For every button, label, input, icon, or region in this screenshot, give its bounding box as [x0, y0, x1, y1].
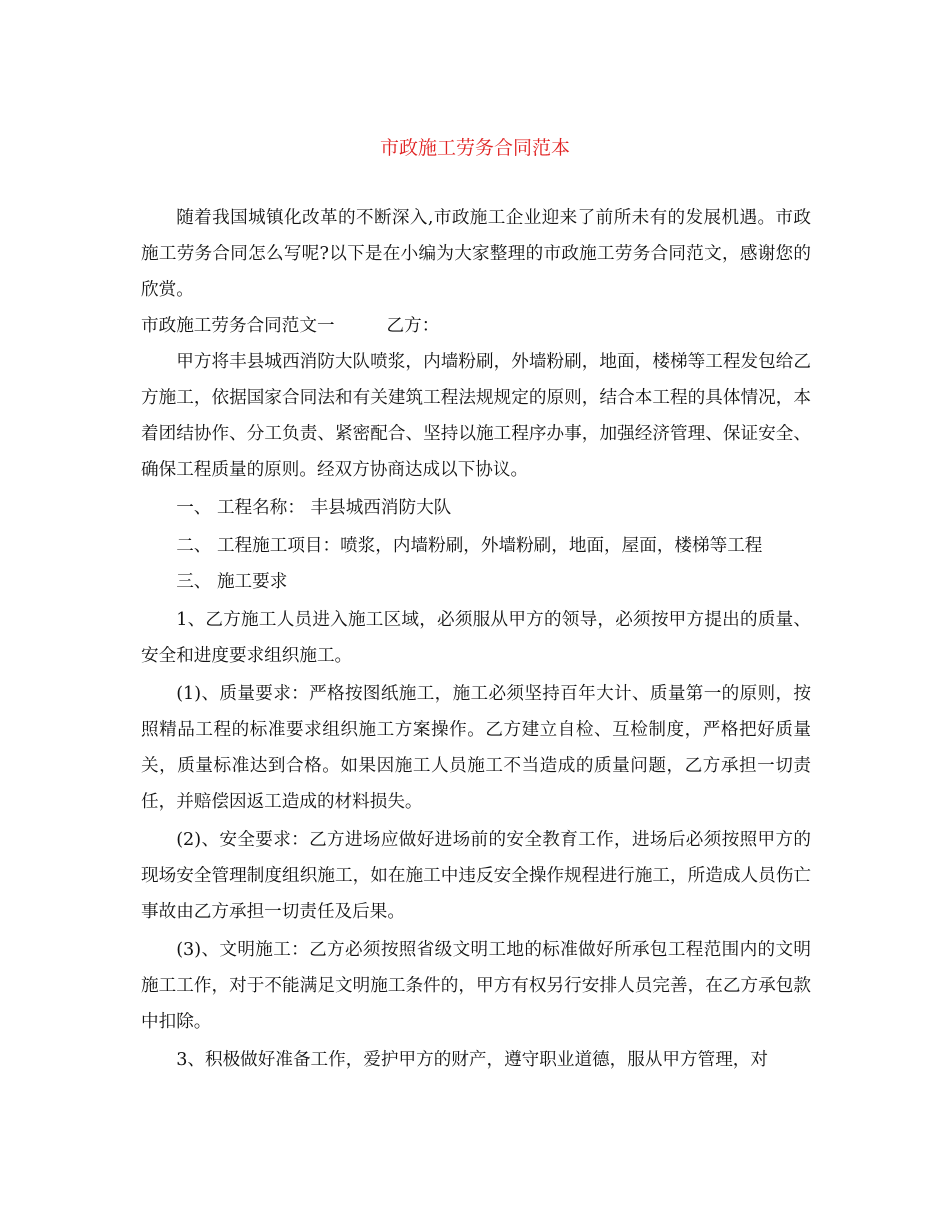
section-heading: 市政施工劳务合同范文一 — [141, 316, 335, 336]
intro-paragraph: 随着我国城镇化改革的不断深入,市政施工企业迎来了前所未有的发展机遇。市政施工劳务合同怎么写呢?以下是在小编为大家整理的市政施工劳务合同范文，感谢您的欣赏。 — [141, 208, 811, 300]
item-requirements-heading: 三、 施工要求 — [176, 572, 288, 592]
item-project-scope: 二、 工程施工项目：喷浆，内墙粉刷，外墙粉刷，地面，屋面，楼梯等工程 — [176, 536, 763, 556]
requirement-safety: (2)、安全要求：乙方进场应做好进场前的安全教育工作，进场后必须按照甲方的现场安全管理制度组织施工，如在施工中违反安全操作规程进行施工，所造成人员伤亡事故由乙方承担一切责任及后果。 — [141, 830, 811, 922]
requirement-civilized: (3)、文明施工：乙方必须按照省级文明工地的标准做好所承包工程范围内的文明施工工作，对于不能满足文明施工条件的，甲方有权另行安排人员完善，在乙方承包款中扣除。 — [141, 940, 811, 1032]
requirement-quality: (1)、质量要求：严格按图纸施工，施工必须坚持百年大计、质量第一的原则，按照精品工程的标准要求组织施工方案操作。乙方建立自检、互检制度，严格把好质量关，质量标准达到合格。如果因施工人员施工不当造成的质量问题，乙方承担一切责任，并赔偿因返工造成的材料损失。 — [141, 684, 811, 812]
party-b-label: 乙方： — [386, 316, 440, 336]
agreement-paragraph: 甲方将丰县城西消防大队喷浆，内墙粉刷，外墙粉刷，地面，楼梯等工程发包给乙方施工，依据国家合同法和有关建筑工程法规规定的原则，结合本工程的具体情况，本着团结协作、分工负责、紧密配合、坚持以施工程序办事，加强经济管理、保证安全、确保工程质量的原则。经双方协商达成以下协议。 — [141, 352, 811, 480]
item-project-name: 一、 工程名称： 丰县城西消防大队 — [176, 498, 452, 518]
section-heading-line — [141, 308, 811, 344]
document-body — [141, 200, 811, 1078]
document-title: 市政施工劳务合同范本 — [379, 137, 570, 159]
requirement-1: 1、乙方施工人员进入施工区域，必须服从甲方的领导，必须按甲方提出的质量、安全和进度要求组织施工。 — [141, 610, 811, 666]
requirement-3: 3、积极做好准备工作，爱护甲方的财产，遵守职业道德，服从甲方管理，对 — [176, 1050, 768, 1070]
